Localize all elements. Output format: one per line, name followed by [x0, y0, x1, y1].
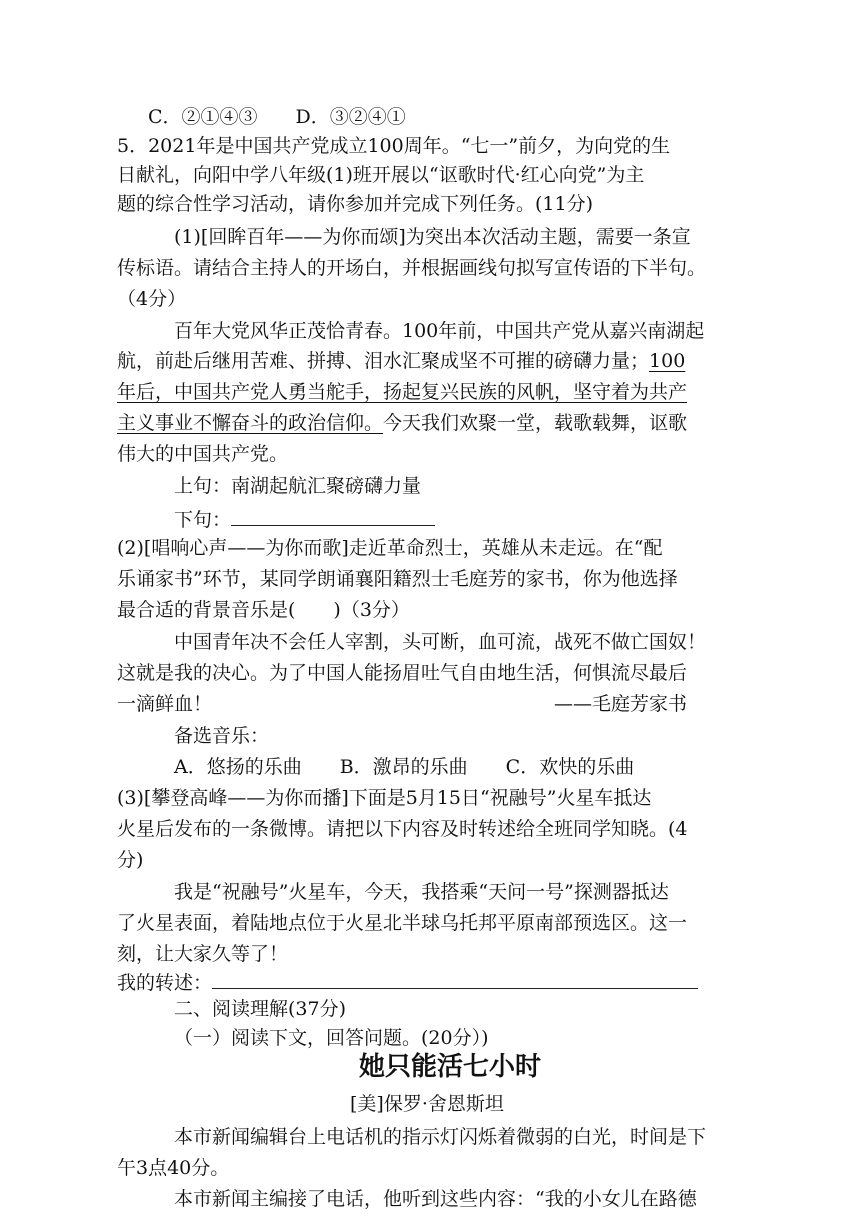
- passage-1-line-3: [117, 378, 687, 407]
- article-line-1: 本市新闻编辑台上电话机的指示灯闪烁着微弱的白光，时间是下: [174, 1126, 707, 1148]
- music-options-label: 备选音乐：: [174, 725, 270, 747]
- task-1-line-3: （4分）: [117, 288, 187, 310]
- article-line-2: 午3点40分。: [117, 1157, 230, 1179]
- letter-line-1: 中国青年决不会任人宰割，头可断，血可流，战死不做亡国奴！: [174, 631, 707, 653]
- task-2-line-2: 乐诵家书”环节，某同学朗诵襄阳籍烈士毛庭芳的家书，你为他选择: [117, 568, 678, 590]
- task-3-line-3: 分): [117, 849, 144, 871]
- task-1-line-1: (1)[回眸百年——为你而颂]为突出本次活动主题，需要一条宣: [174, 226, 691, 248]
- lower-line-label: [174, 503, 435, 535]
- task-2-line-3: 最合适的背景音乐是( )（3分）: [117, 599, 410, 621]
- reading-instruction: （一）阅读下文，回答问题。(20分）): [174, 1027, 489, 1049]
- passage-1-line-2-text: 航，前赴后继用苦难、拼搏、泪水汇聚成坚不可摧的磅礴力量；: [117, 350, 650, 372]
- passage-1-line-4: [117, 409, 687, 438]
- underlined-sentence-middle: 年后，中国共产党人勇当舵手，扬起复兴民族的风帆，坚守着为共产: [117, 381, 688, 403]
- underlined-sentence-start: 100: [649, 350, 686, 372]
- weibo-line-1: 我是“祝融号”火星车，今天，我搭乘“天问一号”探测器抵达: [174, 881, 669, 903]
- article-line-3: 本市新闻主编接了电话，他听到这些内容：“我的小女儿在路德: [174, 1188, 697, 1210]
- letter-attribution: ——毛庭芳家书: [554, 693, 688, 715]
- lower-line-label-text: 下句：: [174, 509, 232, 531]
- article-title: 她只能活七小时: [359, 1052, 542, 1082]
- retell-label-text: 我的转述：: [117, 972, 213, 994]
- question-5-line-1: 5．2021年是中国共产党成立100周年。“七一”前夕，为向党的生: [117, 135, 671, 157]
- passage-1-line-2: [117, 347, 685, 376]
- option-line-cd: C．②①④③ D．③②④①: [148, 106, 406, 128]
- music-options: A．悠扬的乐曲 B．激昂的乐曲 C．欢快的乐曲: [174, 756, 635, 778]
- weibo-line-3: 刻，让大家久等了！: [117, 943, 289, 965]
- task-1-line-2: 传标语。请结合主持人的开场白，并根据画线句拟写宣传语的下半句。: [117, 257, 707, 279]
- article-author: [美]保罗·舍恩斯坦: [350, 1093, 504, 1115]
- task-3-line-1: (3)[攀登高峰——为你而播]下面是5月15日“祝融号”火星车抵达: [117, 787, 652, 809]
- retell-answer-field[interactable]: [212, 966, 698, 989]
- letter-line-3: 一滴鲜血！: [117, 693, 213, 715]
- retell-label: [117, 966, 698, 998]
- section-two-heading: 二、阅读理解(37分): [174, 998, 347, 1020]
- lower-line-answer-field[interactable]: [231, 503, 435, 526]
- underlined-sentence-end: 主义事业不懈奋斗的政治信仰。: [117, 412, 384, 434]
- question-5-line-3: 题的综合性学习活动，请你参加并完成下列任务。(11分): [117, 193, 594, 215]
- question-5-line-2: 日献礼，向阳中学八年级(1)班开展以“讴歌时代·红心向党”为主: [117, 164, 645, 186]
- upper-line-label: 上句：南湖起航汇聚磅礴力量: [174, 475, 422, 497]
- passage-1-line-5: 伟大的中国共产党。: [117, 443, 289, 465]
- task-3-line-2: 火星后发布的一条微博。请把以下内容及时转述给全班同学知晓。(4: [117, 818, 688, 840]
- passage-1-line-4-text: 今天我们欢聚一堂，载歌载舞，讴歌: [383, 412, 688, 434]
- letter-line-2: 这就是我的决心。为了中国人能扬眉吐气自由地生活，何惧流尽最后: [117, 662, 688, 684]
- task-2-line-1: (2)[唱响心声——为你而歌]走近革命烈士，英雄从未走远。在“配: [117, 537, 663, 559]
- passage-1-line-1: 百年大党风华正茂恰青春。100年前，中国共产党从嘉兴南湖起: [174, 320, 705, 342]
- weibo-line-2: 了火星表面，着陆地点位于火星北半球乌托邦平原南部预选区。这一: [117, 912, 688, 934]
